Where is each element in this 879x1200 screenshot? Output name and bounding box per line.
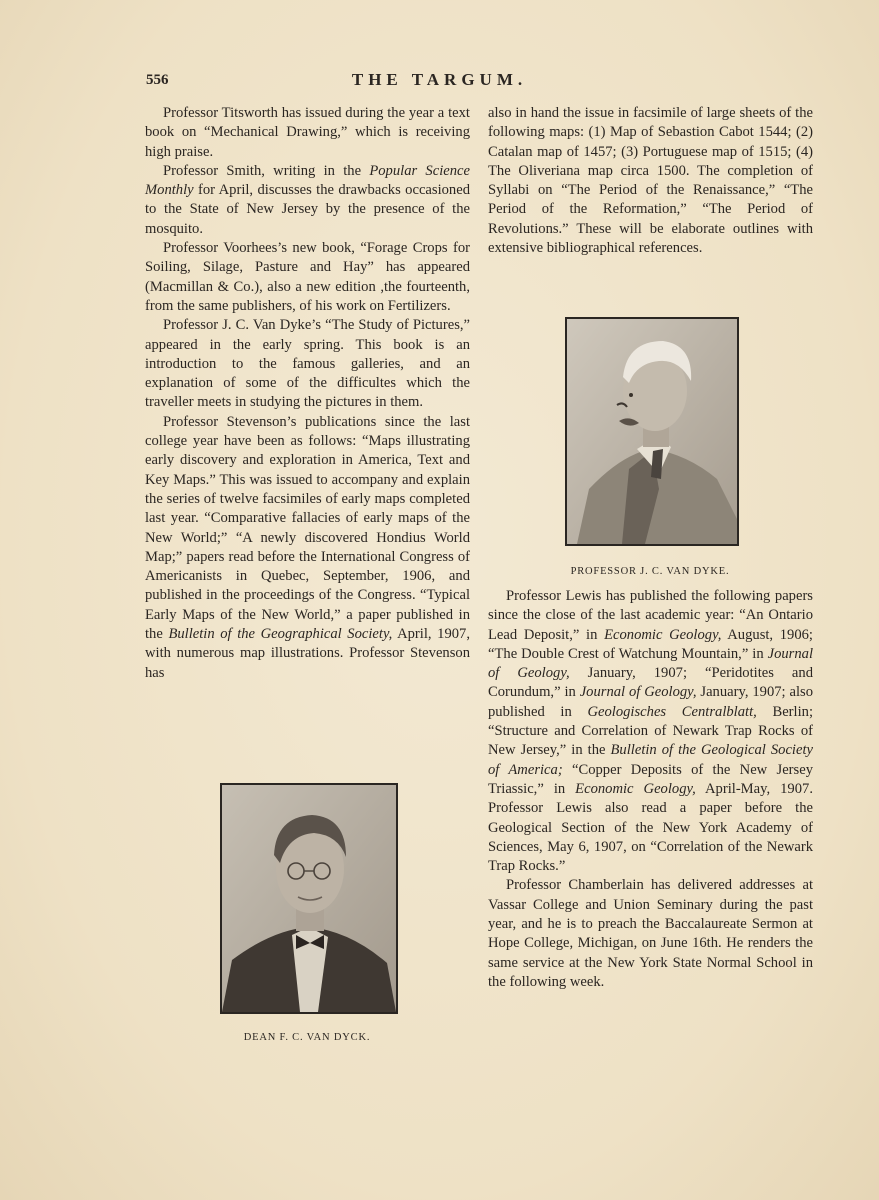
italic-title: Popular Science Monthly bbox=[145, 162, 470, 199]
photo-caption-van-dyck: DEAN F. C. VAN DYCK. bbox=[243, 1032, 371, 1043]
paragraph: Professor Lewis has published the following papers since the close of the last academic year: “An Ontario Lead Deposit,” in Economic Geology, August, 1906; “The Double Crest of Watchung Mountain,” in Journal of Geology, January, 1907; “Peridotites and Corundum,” in Journal of Geology, January, 1907; also published in Geologisches Centralblatt, Berlin; “Structure and Correlation of Newark Trap Rocks of New Jersey,” in the Bulletin of the Geological Society of America; “Copper Deposits of the New Jersey Triassic,” in Economic Geology, April-May, 1907. Professor Lewis also read a paper before the Geological Section of the New York Academy of Sciences, May 6, 1907, on “Correlation of the Newark Trap Rocks.” bbox=[488, 588, 813, 875]
paragraph: also in hand the issue in facsimile of large sheets of the following maps: (1) Map of Sebastion Cabot 1544; (2) Catalan map of 1457; (3) Portuguese map of 1515; (4) The Oliveriana map circa 1500. The completion of Syllabi on “The Period of the Renaissance,” “The Period of the Reformation,” “The Period of Revolutions.” These will be elaborate outlines with extensive bibliographical references. bbox=[488, 105, 813, 257]
italic-title: Journal of Geology, bbox=[579, 684, 697, 701]
italic-title: Economic Geology, bbox=[575, 780, 696, 797]
photo-caption-van-dyke: PROFESSOR J. C. VAN DYKE. bbox=[570, 566, 730, 577]
page-number: 556 bbox=[146, 72, 169, 88]
italic-title: Geologisches Centralblatt, bbox=[587, 703, 757, 720]
paragraph: Professor Stevenson’s publications since the last college year have been as follows: “Maps illustrating early discovery and exploration in America, Text and Key Maps.” This was issued to accompany and explain the series of twelve facsimiles of early maps completed last year. “Comparative fallacies of early maps of the New World;” “A newly discovered Hondius World Map;” papers read before the International Congress of Americanists in Quebec, September, 1906, and published in the proceedings of the Congress. “Typical Early Maps of the New World,” a paper published in the Bulletin of the Geographical Society, April, 1907, with numerous map illustrations. Professor Stevenson has bbox=[145, 413, 470, 681]
paragraph: Professor Titsworth has issued during the year a text book on “Mechanical Drawing,” which is receiving high praise. bbox=[145, 105, 470, 160]
paragraph: Professor Chamberlain has delivered addresses at Vassar College and Union Seminary during the past year, and he is to preach the Baccalaureate Sermon at Hope College, Michigan, on June 16th. He renders the same service at the New York State Normal School in the following week. bbox=[488, 877, 813, 990]
italic-title: Economic Geology, bbox=[604, 626, 722, 643]
paragraph: Professor Smith, writing in the Popular Science Monthly for April, discusses the drawbacks occasioned to the State of New Jersey by the presence of the mosquito. bbox=[145, 162, 470, 237]
left-column bbox=[145, 104, 470, 683]
italic-title: Bulletin of the Geological Society of America; bbox=[488, 742, 813, 778]
right-column-top bbox=[488, 104, 813, 258]
running-title: THE TARGUM. bbox=[351, 70, 528, 89]
italic-title: Bulletin of the Geographical Society, bbox=[168, 626, 393, 643]
paragraph: Professor Voorhees’s new book, “Forage Crops for Soiling, Silage, Pasture and Hay” has appeared (Macmillan & Co.), also a new edition ,the fourteenth, from the same publishers, of his work on Fertilizers. bbox=[145, 240, 470, 314]
right-column-bottom bbox=[488, 587, 813, 992]
italic-title: Journal of Geology, bbox=[488, 645, 813, 682]
paragraph: Professor J. C. Van Dyke’s “The Study of Pictures,” appeared in the early spring. This book is an introduction to the famous galleries, and an explanation of some of the difficultes which the traveller meets in studying the pictures in them. bbox=[145, 317, 470, 411]
photo-dean-van-dyck bbox=[220, 783, 398, 1014]
photo-professor-van-dyke bbox=[565, 317, 739, 546]
